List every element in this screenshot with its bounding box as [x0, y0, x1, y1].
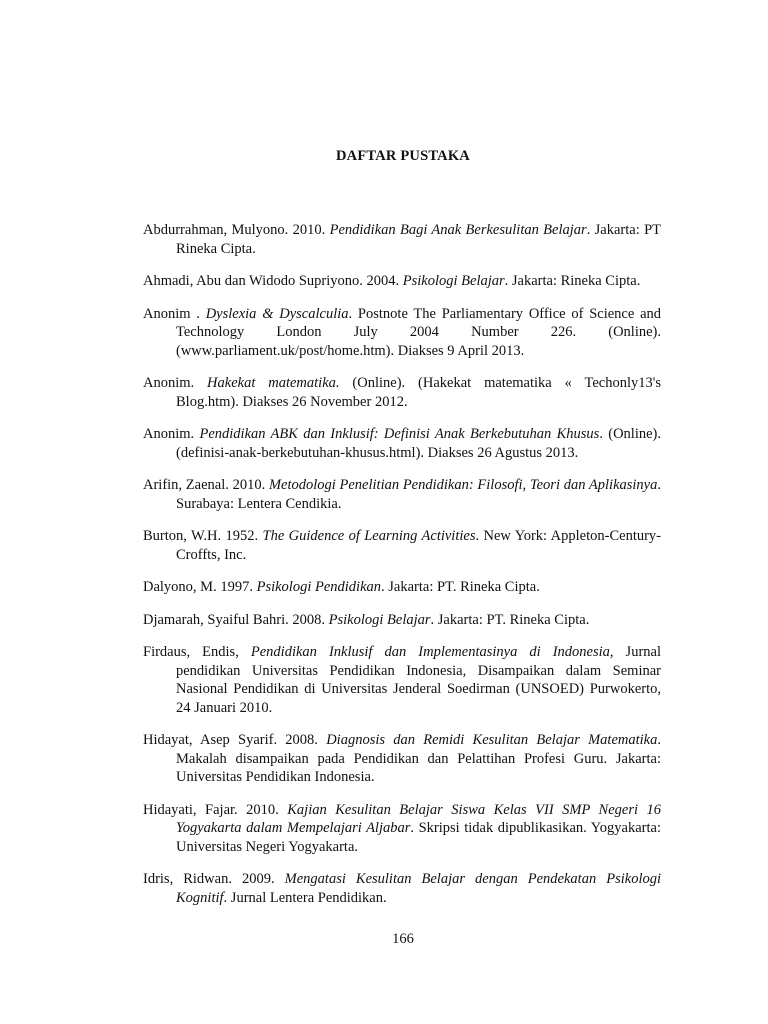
reference-text: Firdaus, Endis,	[143, 644, 251, 660]
reference-title: Pendidikan Inklusif dan Implementasinya di Indonesia	[250, 644, 610, 660]
reference-text: . Skripsi tidak dipublikasikan. Yogyakarta: Universitas Negeri Yogyakarta.	[176, 820, 661, 855]
reference-title: Mengatasi Kesulitan Belajar dengan Pendekatan Psikologi Kognitif	[176, 871, 661, 906]
reference-entry	[143, 870, 661, 907]
reference-text: , Jurnal pendidikan Universitas Pendidikan Indonesia, Disampaikan dalam Seminar Nasional Pendidikan di Universitas Jenderal Soedirman (UNSOED) Purwokerto, 24 Januari 2010.	[176, 644, 661, 716]
reference-entry	[143, 643, 661, 717]
reference-text: . Surabaya: Lentera Cendikia.	[176, 477, 661, 512]
reference-text: Arifin, Zaenal. 2010.	[143, 477, 269, 493]
reference-entry	[143, 272, 661, 291]
reference-entry	[143, 374, 661, 411]
reference-title: Metodologi Penelitian Pendidikan: Filosofi, Teori dan Aplikasinya	[268, 477, 658, 493]
reference-text: . Jurnal Lentera Pendidikan.	[223, 889, 387, 906]
reference-entry	[143, 801, 661, 857]
reference-text: Dalyono, M. 1997.	[143, 579, 257, 595]
reference-list	[143, 221, 661, 921]
reference-text: . New York: Appleton-Century-Croffts, Inc.	[176, 528, 662, 563]
reference-title: The Guidence of Learning Activities	[262, 528, 476, 544]
reference-entry	[143, 578, 661, 597]
reference-text: Anonim.	[143, 426, 200, 442]
page-title: DAFTAR PUSTAKA	[336, 148, 470, 164]
reference-entry	[143, 476, 661, 513]
reference-title: Kajian Kesulitan Belajar Siswa Kelas VII SMP Negeri 16 Yogyakarta dalam Mempelajari Aljabar	[176, 801, 661, 836]
reference-text: . Jakarta: PT. Rineka Cipta.	[381, 579, 540, 595]
reference-entry	[143, 527, 661, 564]
reference-entry	[143, 611, 661, 630]
reference-text: . (Online). (definisi-anak-berkebutuhan-khusus.html). Diakses 26 Agustus 2013.	[176, 426, 662, 461]
reference-text: . Jakarta: PT. Rineka Cipta.	[430, 611, 590, 628]
reference-text: Anonim.	[143, 375, 208, 391]
reference-entry	[143, 731, 661, 787]
reference-text: Burton, W.H. 1952.	[143, 528, 263, 544]
reference-title: Dyslexia & Dyscalculia	[205, 305, 349, 322]
reference-entry	[143, 305, 661, 361]
reference-title: Psikologi Pendidikan	[256, 579, 382, 595]
reference-text: Hidayati, Fajar. 2010.	[143, 801, 288, 818]
reference-text: Djamarah, Syaiful Bahri. 2008.	[143, 611, 329, 628]
reference-title: Psikologi Belajar	[402, 273, 505, 289]
reference-title: Psikologi Belajar	[328, 611, 431, 628]
reference-text: (Online). (Hakekat matematika « Techonly13's Blog.htm). Diakses 26 November 2012.	[176, 375, 661, 410]
reference-text: . Postnote The Parliamentary Office of Science and Technology London July 2004 Number 226. (Online). (www.parliament.uk/post/home.htm). Diakses 9 April 2013.	[176, 305, 662, 359]
reference-title: Pendidikan Bagi Anak Berkesulitan Belajar	[329, 222, 587, 238]
reference-entry	[143, 221, 661, 258]
reference-title: Diagnosis dan Remidi Kesulitan Belajar Matematika	[326, 732, 658, 748]
reference-text: . Jakarta: PT Rineka Cipta.	[176, 222, 661, 257]
reference-text: . Makalah disampaikan pada Pendidikan dan Pelattihan Profesi Guru. Jakarta: Universitas Pendidikan Indonesia.	[176, 732, 661, 785]
reference-text: Ahmadi, Abu dan Widodo Supriyono. 2004.	[143, 273, 403, 289]
reference-text: Idris, Ridwan. 2009.	[143, 871, 285, 887]
reference-text: Hidayat, Asep Syarif. 2008.	[143, 732, 327, 748]
reference-text: Anonim .	[143, 305, 206, 322]
reference-text: . Jakarta: Rineka Cipta.	[504, 273, 641, 289]
reference-entry	[143, 425, 661, 462]
reference-title: Pendidikan ABK dan Inklusif: Definisi Anak Berkebutuhan Khusus	[199, 426, 600, 442]
reference-title: Hakekat matematika.	[207, 375, 340, 391]
reference-text: Abdurrahman, Mulyono. 2010.	[143, 222, 330, 238]
page-number: 166	[392, 931, 414, 947]
